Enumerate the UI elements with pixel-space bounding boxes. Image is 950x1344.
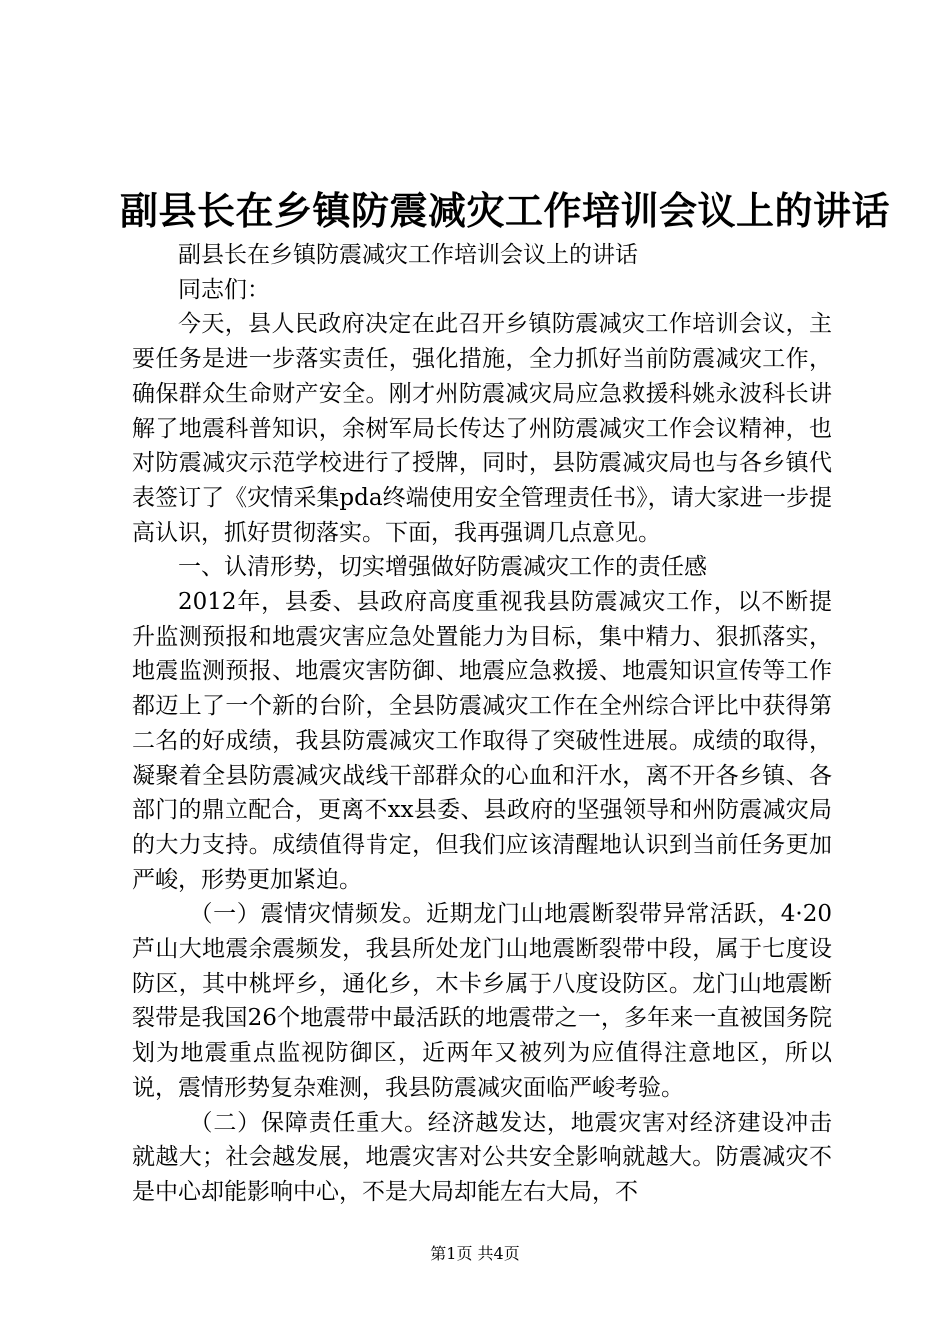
intro-paragraph: 今天，县人民政府决定在此召开乡镇防震减灾工作培训会议，主要任务是进一步落实责任，强化措施，全力抓好当前防震减灾工作，确保群众生命财产安全。刚才州防震减灾局应急救援科姚永波科长讲解了地震科普知识，余树军局长传达了州防震减灾工作会议精神，也对防震减灾示范学校进行了授牌，同时，县防震减灾局也与各乡镇代表签订了《灾情采集pda终端使用安全管理责任书》，请大家进一步提高认识，抓好贯彻落实。下面，我再强调几点意见。 [132,311,832,546]
document-title: 副县长在乡镇防震减灾工作培训会议上的讲话 [120,189,891,233]
achievements-paragraph: 2012年，县委、县政府高度重视我县防震减灾工作，以不断提升监测预报和地震灾害应急处置能力为目标，集中精力、狠抓落实，地震监测预报、地震灾害防御、地震应急救援、地震知识宣传等工作都迈上了一个新的台阶，全县防震减灾工作在全州综合评比中获得第二名的好成绩，我县防震减灾工作取得了突破性进展。成绩的取得，凝聚着全县防震减灾战线干部群众的心血和汗水，离不开各乡镇、各部门的鼎立配合，更离不xx县委、县政府的坚强领导和州防震减灾局的大力支持。成绩值得肯定，但我们应该清醒地认识到当前任务更加严峻，形势更加紧迫。 [132,589,832,893]
page-footer: 第1页 共4页 [430,1244,520,1263]
salutation-paragraph: 同志们： [178,276,270,303]
subtitle-paragraph: 副县长在乡镇防震减灾工作培训会议上的讲话 [178,242,638,268]
section-heading-1: 一、认清形势，切实增强做好防震减灾工作的责任感 [178,554,707,581]
document-body [132,238,832,1210]
subsection-2-paragraph: （二）保障责任重大。经济越发达，地震灾害对经济建设冲击就越大；社会越发展，地震灾害对公共安全影响就越大。防震减灾不是中心却能影响中心，不是大局却能左右大局，不 [132,1109,832,1205]
subsection-1-paragraph: （一）震情灾情频发。近期龙门山地震断裂带异常活跃，4·20芦山大地震余震频发，我县所处龙门山地震断裂带中段，属于七度设防区，其中桃坪乡，通化乡，木卡乡属于八度设防区。龙门山地震断裂带是我国26个地震带中最活跃的地震带之一，多年来一直被国务院划为地震重点监视防御区，近两年又被列为应值得注意地区，所以说，震情形势复杂难测，我县防震减灾面临严峻考验。 [132,901,832,1101]
